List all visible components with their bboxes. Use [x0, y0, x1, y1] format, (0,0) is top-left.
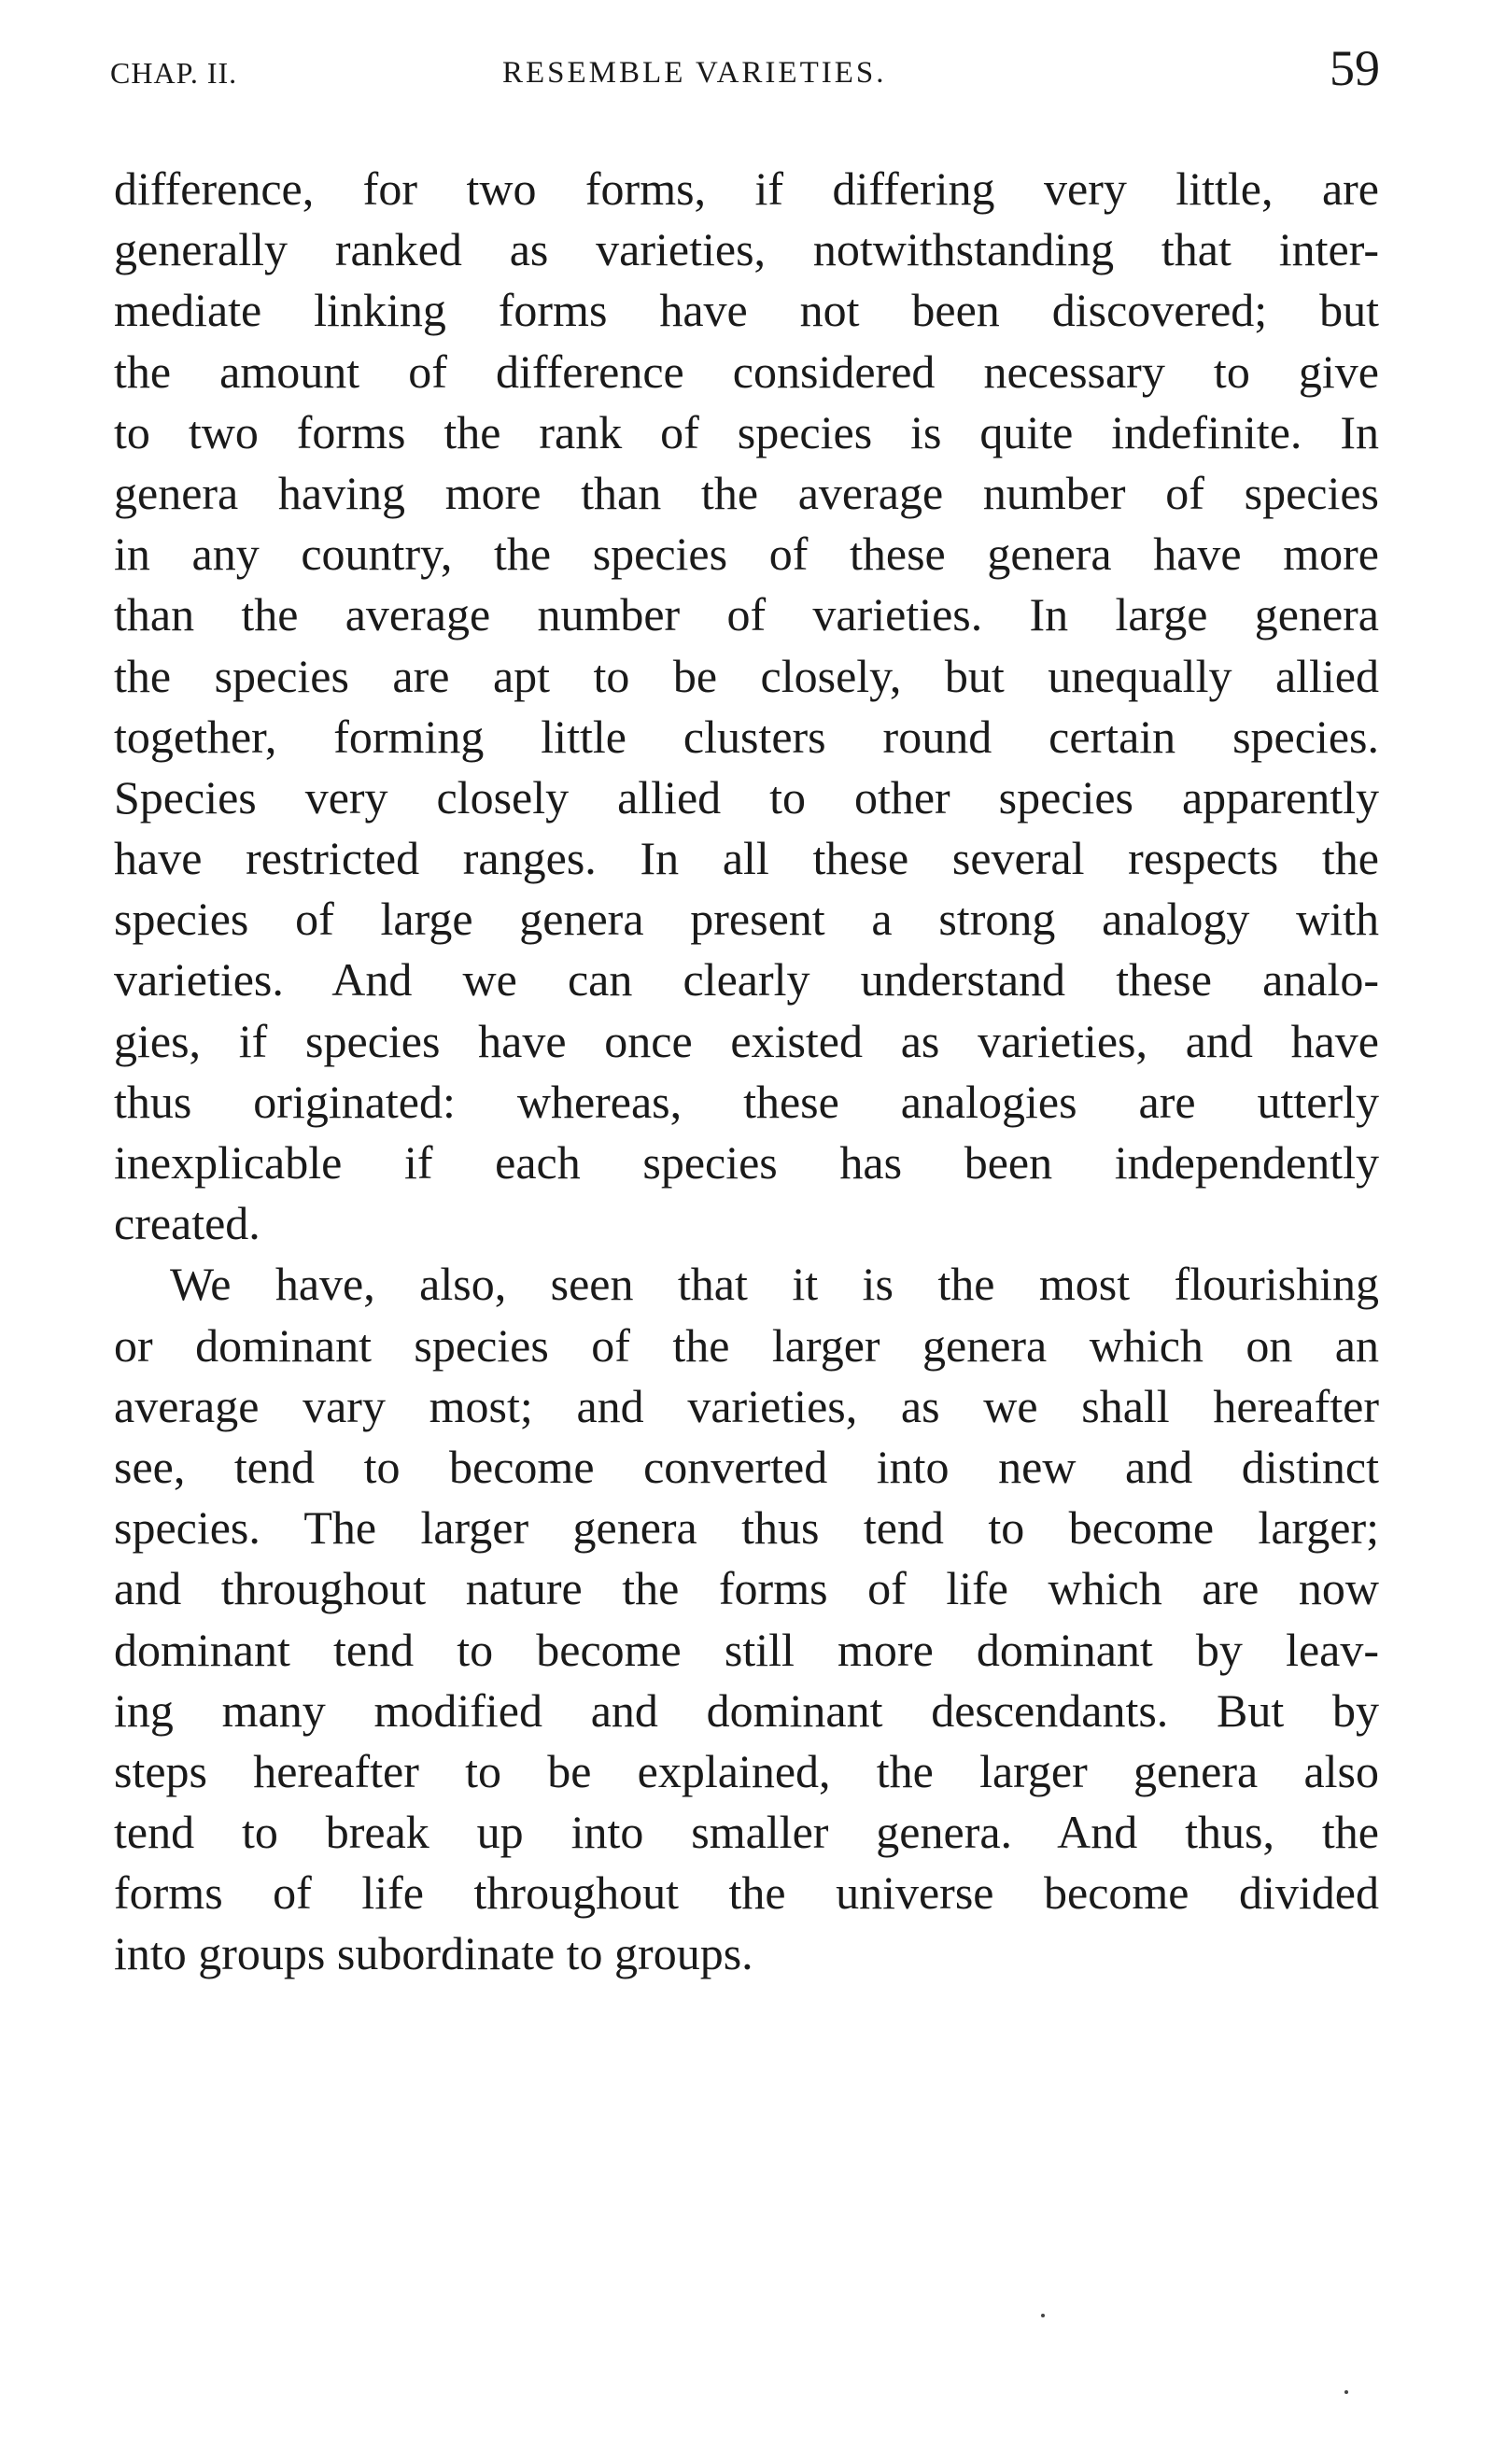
text-line: the amount of difference considered necessary to give	[114, 345, 1379, 398]
text-line: species of large genera present a strong analogy with	[114, 893, 1379, 946]
text-line: the species are apt to be closely, but unequally allied	[114, 649, 1379, 702]
chapter-label: CHAP. II.	[110, 56, 238, 90]
print-speck	[1344, 2390, 1348, 2394]
text-line: see, tend to become converted into new and distinct	[114, 1440, 1379, 1493]
text-line: steps hereafter to be explained, the larger genera also	[114, 1744, 1379, 1797]
paragraph-1	[114, 159, 1379, 1254]
print-speck	[1041, 2314, 1045, 2317]
text-line: or dominant species of the larger genera which on an	[114, 1318, 1379, 1372]
body-text	[114, 159, 1379, 1985]
text-line: into groups subordinate to groups.	[114, 1927, 753, 1980]
text-line: in any country, the species of these genera have more	[114, 528, 1379, 581]
running-head	[110, 39, 1380, 105]
text-line: dominant tend to become still more dominant by leav-	[114, 1623, 1379, 1676]
text-line: Species very closely allied to other species apparently	[114, 770, 1379, 824]
text-line: created.	[114, 1197, 260, 1250]
running-title: RESEMBLE VARIETIES.	[502, 56, 887, 90]
paragraph-2	[114, 1254, 1379, 1984]
text-line: species. The larger genera thus tend to become larger;	[114, 1501, 1379, 1555]
text-line: We have, also, seen that it is the most flourishing	[170, 1258, 1379, 1311]
text-line: ing many modified and dominant descendants. But by	[114, 1683, 1379, 1737]
text-line: average vary most; and varieties, as we shall hereafter	[114, 1379, 1379, 1432]
text-line: together, forming little clusters round certain species.	[114, 710, 1379, 763]
text-line: varieties. And we can clearly understand these analo-	[114, 953, 1379, 1007]
text-line: mediate linking forms have not been discovered; but	[114, 284, 1379, 337]
text-line: than the average number of varieties. In large genera	[114, 588, 1379, 641]
text-line: to two forms the rank of species is quite indefinite. In	[114, 405, 1379, 458]
text-line: inexplicable if each species has been independently	[114, 1136, 1379, 1189]
page-number: 59	[1330, 40, 1380, 96]
text-line: difference, for two forms, if differing very little, are	[114, 162, 1379, 215]
text-line: genera having more than the average number of species	[114, 466, 1379, 519]
text-line: generally ranked as varieties, notwithstanding that inter-	[114, 223, 1379, 276]
text-line: have restricted ranges. In all these several respects the	[114, 832, 1379, 885]
text-line: and throughout nature the forms of life which are now	[114, 1562, 1379, 1615]
text-line: gies, if species have once existed as varieties, and have	[114, 1014, 1379, 1067]
text-line: tend to break up into smaller genera. And thus, the	[114, 1806, 1379, 1859]
text-line: thus originated: whereas, these analogies are utterly	[114, 1075, 1379, 1128]
text-line: forms of life throughout the universe become divided	[114, 1866, 1379, 1920]
